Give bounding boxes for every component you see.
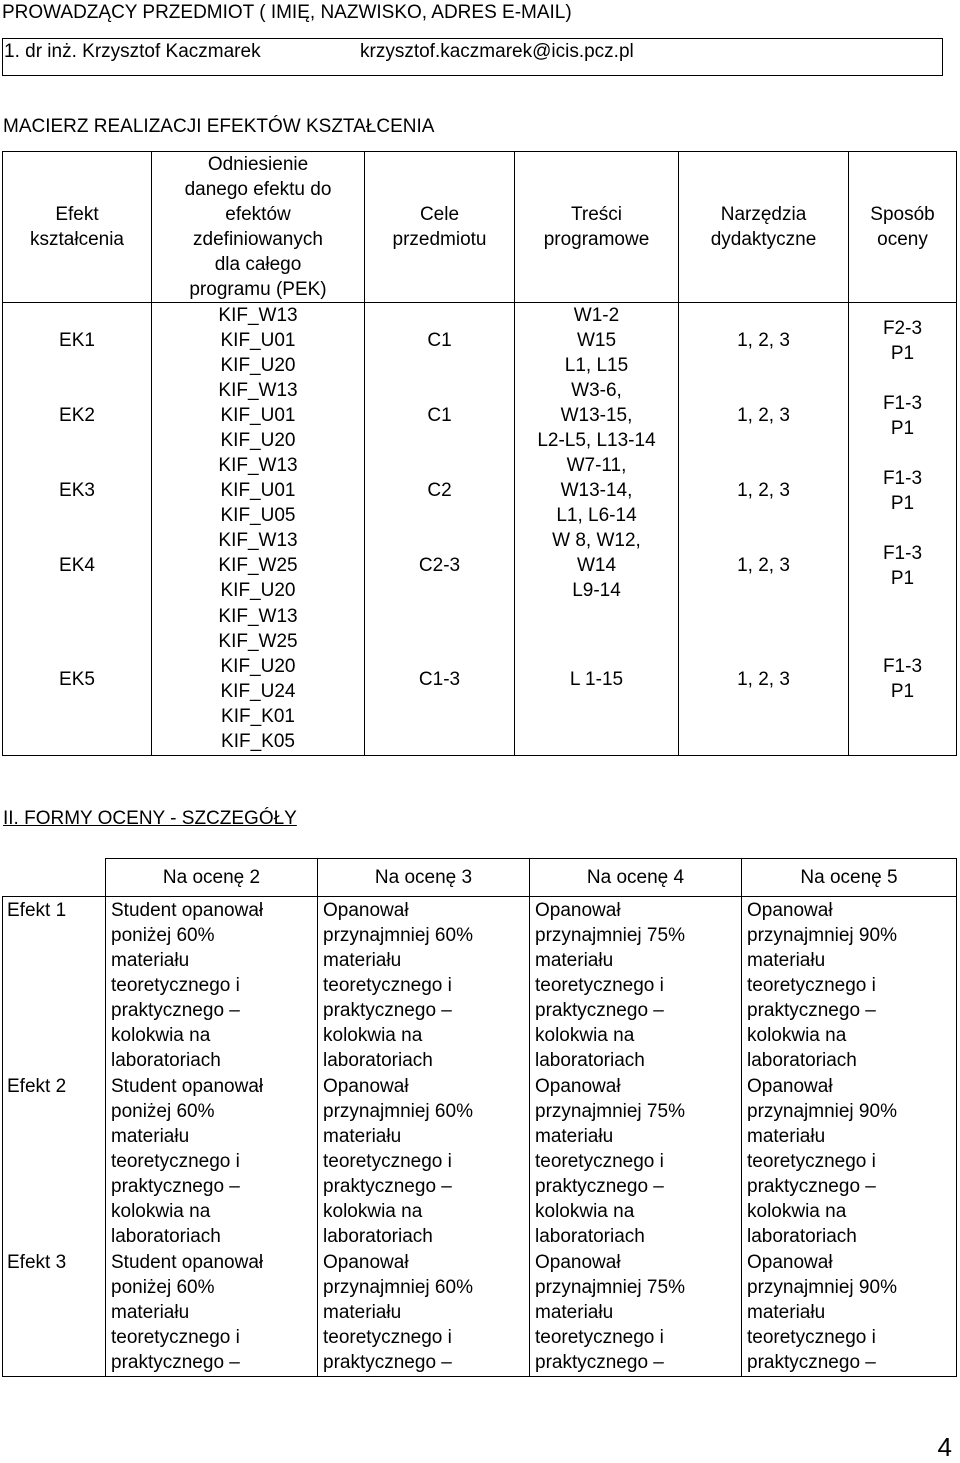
forms-header-cell: Na ocenę 2: [106, 859, 318, 897]
matrix-cell: 1, 2, 3: [679, 303, 849, 379]
matrix-table: [2, 151, 957, 756]
matrix-cell: 1, 2, 3: [679, 528, 849, 603]
forms-header-cell: Na ocenę 3: [318, 859, 530, 897]
page-number: 4: [937, 1432, 952, 1462]
forms-cell: Opanował przynajmniej 90% materiału teoretycznego i praktycznego – kolokwia na laboratoriach: [742, 1073, 957, 1249]
matrix-cell: EK5: [3, 603, 152, 756]
matrix-cell: KIF_W13 KIF_W25 KIF_U20: [152, 528, 365, 603]
forms-header-cell: Na ocenę 4: [530, 859, 742, 897]
matrix-cell: KIF_W13 KIF_U01 KIF_U20: [152, 378, 365, 453]
matrix-cell: C1: [365, 378, 515, 453]
forms-table: [2, 858, 957, 1377]
matrix-cell: EK4: [3, 528, 152, 603]
forms-row-label: Efekt 3: [3, 1249, 106, 1377]
matrix-cell: F2-3 P1: [849, 303, 957, 379]
matrix-cell: KIF_W13 KIF_U01 KIF_U05: [152, 453, 365, 528]
matrix-cell: EK1: [3, 303, 152, 379]
matrix-cell: C1-3: [365, 603, 515, 756]
matrix-cell: F1-3 P1: [849, 453, 957, 528]
forms-cell: Opanował przynajmniej 75% materiału teoretycznego i praktycznego – kolokwia na laboratoriach: [530, 1073, 742, 1249]
matrix-header-cell: Cele przedmiotu: [365, 152, 515, 303]
forms-header-row: [3, 859, 957, 897]
forms-header-cell: Na ocenę 5: [742, 859, 957, 897]
forms-cell: Opanował przynajmniej 75% materiału teoretycznego i praktycznego – kolokwia na laboratoriach: [530, 897, 742, 1074]
matrix-cell: EK2: [3, 378, 152, 453]
matrix-header-cell: Narzędzia dydaktyczne: [679, 152, 849, 303]
forms-cell: Opanował przynajmniej 90% materiału teoretycznego i praktycznego – kolokwia na laboratoriach: [742, 897, 957, 1074]
forms-corner-cell: [3, 859, 106, 897]
matrix-cell: F1-3 P1: [849, 603, 957, 756]
matrix-cell: W3-6, W13-15, L2-L5, L13-14: [515, 378, 679, 453]
matrix-row: [3, 528, 957, 603]
matrix-cell: W 8, W12, W14 L9-14: [515, 528, 679, 603]
matrix-cell: F1-3 P1: [849, 378, 957, 453]
matrix-cell: 1, 2, 3: [679, 453, 849, 528]
matrix-cell: KIF_W13 KIF_W25 KIF_U20 KIF_U24 KIF_K01 KIF_K05: [152, 603, 365, 756]
matrix-cell: C2-3: [365, 528, 515, 603]
forms-cell: Student opanował poniżej 60% materiału teoretycznego i praktycznego – kolokwia na laboratoriach: [106, 897, 318, 1074]
matrix-cell: W7-11, W13-14, L1, L6-14: [515, 453, 679, 528]
forms-cell: Opanował przynajmniej 60% materiału teoretycznego i praktycznego – kolokwia na laboratoriach: [318, 897, 530, 1074]
matrix-row: [3, 378, 957, 453]
matrix-cell: W1-2 W15 L1, L15: [515, 303, 679, 379]
matrix-header-cell: Treści programowe: [515, 152, 679, 303]
matrix-row: [3, 453, 957, 528]
matrix-header-cell: Sposób oceny: [849, 152, 957, 303]
forms-row: [3, 897, 957, 1074]
matrix-cell: F1-3 P1: [849, 528, 957, 603]
forms-cell: Student opanował poniżej 60% materiału teoretycznego i praktycznego – kolokwia na laboratoriach: [106, 1073, 318, 1249]
forms-row: [3, 1073, 957, 1249]
matrix-header-row: [3, 152, 957, 303]
section-title-teacher: PROWADZĄCY PRZEDMIOT ( IMIĘ, NAZWISKO, ADRES E-MAIL): [2, 2, 572, 23]
teacher-name: 1. dr inż. Krzysztof Kaczmarek: [4, 41, 261, 62]
matrix-row: [3, 303, 957, 379]
forms-cell: Opanował przynajmniej 60% materiału teoretycznego i praktycznego –: [318, 1249, 530, 1377]
matrix-row: [3, 603, 957, 756]
forms-cell: Opanował przynajmniej 90% materiału teoretycznego i praktycznego –: [742, 1249, 957, 1377]
matrix-cell: L 1-15: [515, 603, 679, 756]
matrix-cell: C2: [365, 453, 515, 528]
matrix-header-cell: Odniesienie danego efektu do efektów zdefiniowanych dla całego programu (PEK): [152, 152, 365, 303]
teacher-email: krzysztof.kaczmarek@icis.pcz.pl: [360, 41, 634, 62]
matrix-cell: 1, 2, 3: [679, 603, 849, 756]
forms-row: [3, 1249, 957, 1377]
matrix-cell: 1, 2, 3: [679, 378, 849, 453]
forms-cell: Opanował przynajmniej 60% materiału teoretycznego i praktycznego – kolokwia na laboratoriach: [318, 1073, 530, 1249]
forms-row-label: Efekt 1: [3, 897, 106, 1074]
forms-title: II. FORMY OCENY - SZCZEGÓŁY: [3, 808, 297, 829]
forms-row-label: Efekt 2: [3, 1073, 106, 1249]
matrix-cell: C1: [365, 303, 515, 379]
matrix-cell: EK3: [3, 453, 152, 528]
forms-cell: Opanował przynajmniej 75% materiału teoretycznego i praktycznego –: [530, 1249, 742, 1377]
matrix-title: MACIERZ REALIZACJI EFEKTÓW KSZTAŁCENIA: [3, 116, 435, 137]
matrix-header-cell: Efekt kształcenia: [3, 152, 152, 303]
forms-cell: Student opanował poniżej 60% materiału teoretycznego i praktycznego –: [106, 1249, 318, 1377]
matrix-cell: KIF_W13 KIF_U01 KIF_U20: [152, 303, 365, 379]
